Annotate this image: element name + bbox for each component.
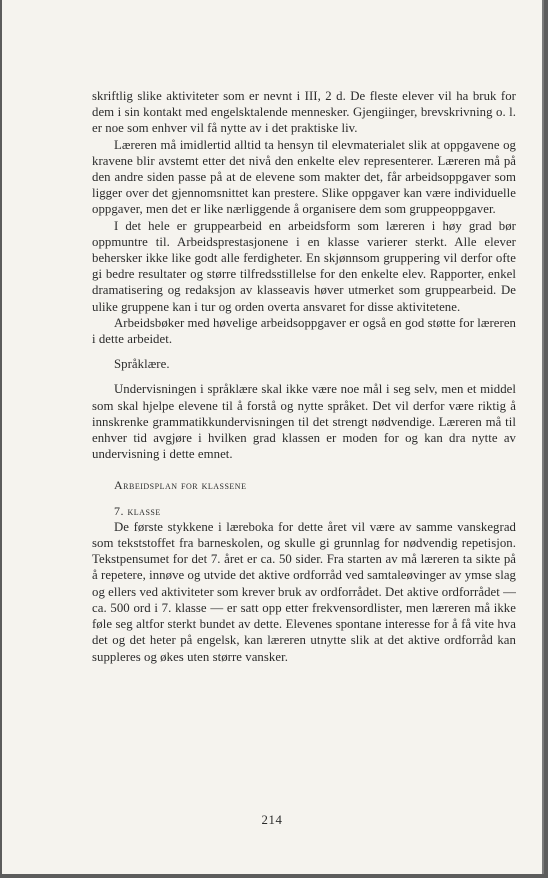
paragraph: I det hele er gruppearbeid en arbeidsform som læreren i høy grad bør oppmuntre til. Arbeidsprestasjonene i en klasse varierer sterkt. Alle elever behersker ikke like godt alle ferdigheter. En skjønnsom gruppering vil derfor ofte gi bedre resultater og større tilfredsstillelse for den enkelte elev. Rapporter, enkel dramatisering og redaksjon av klasseavis høver utmerket som gruppearbeid. De ulike gruppene kan i tur og orden overta ansvaret for disse aktivitetene. [92,218,516,314]
paragraph: Læreren må imidlertid alltid ta hensyn til elevmaterialet slik at oppgavene og kravene blir avstemt etter det nivå den enkelte elev representerer. Læreren må på den andre siden passe på at de elevene som makter det, får arbeidsoppgaver som ligger over det gjennomsnittet kan prestere. Slike oppgaver kan være individuelle oppgaver, men det er like nærliggende å organisere dem som gruppeoppgaver. [92,137,516,217]
page-number: 214 [261,813,283,827]
paragraph: skriftlig slike aktiviteter som er nevnt i III, 2 d. De fleste elever vil ha bruk for dem i sin kontakt med engelsktalende mennesker. Gjengiinger, brevskrivning o. l. er noe som enhver vil få nytte av i det praktiske liv. [92,89,516,136]
section-heading-sprakleare: Språklære. [114,357,170,372]
paragraph: Undervisningen i språklære skal ikke være noe mål i seg selv, men et middel som skal hjelpe elevene til å forstå og nytte språket. Det vil derfor være riktig å innskrenke grammatikkundervisningen til det strengt nødvendige. Læreren må til enhver tid avgjøre i hvilken grad klassen er moden for og kan dra nytte av undervisning i dette emnet. [92,382,516,462]
subsection-heading-7-klasse: 7. klasse [114,503,161,518]
paragraph: De første stykkene i læreboka for dette året vil være av samme vanskegrad som tekststoffet fra barneskolen, og skulle gi grunnlag for nødvendig repetisjon. Tekstpensumet for det 7. året er ca. 50 sider. Fra starten av må læreren ta sikte på å repetere, innøve og utvide det aktive ordforråd ved samtaleøvinger av ymse slag og ellers ved aktiviteter som krever bruk av ordforrådet. Det aktive ordforrådet — ca. 500 ord i 7. klasse — er satt opp etter frekvensordlister, men læreren må ikke føle seg altfor sterkt bundet av dette. Elevenes spontane interesse for å få vite hva det og det heter på engelsk, kan læreren utnytte slik at det aktive ordforråd kan suppleres og økes uten større vansker. [92,519,516,664]
section-heading-arbeidsplan: Arbeidsplan for klassene [114,478,247,493]
book-page [2,0,542,874]
page-body [92,88,516,665]
paragraph: Arbeidsbøker med høvelige arbeidsoppgaver er også en god støtte for læreren i dette arbeidet. [92,315,516,347]
